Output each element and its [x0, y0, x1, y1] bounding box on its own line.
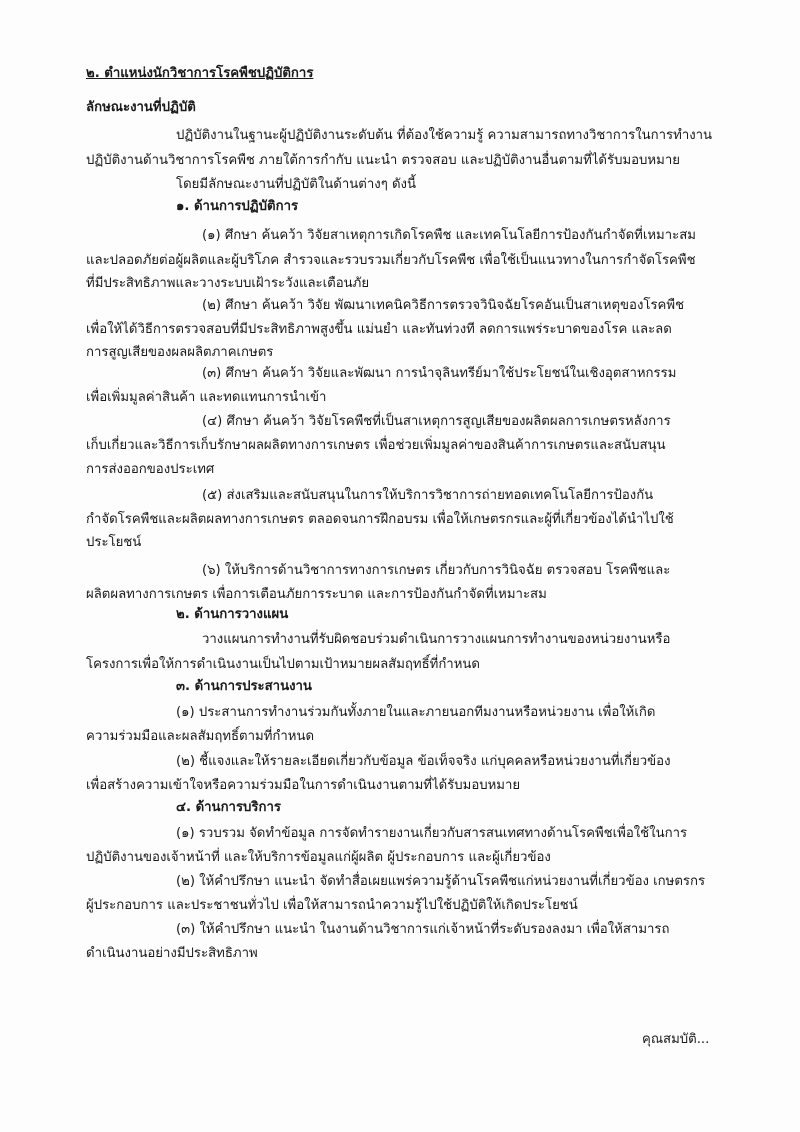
section-label: ลักษณะงานที่ปฏิบัติ	[86, 100, 196, 115]
item-line: (๑) รวบรวม จัดทำข้อมูล การจัดทำรายงานเกี่ยวกับสารสนเทศทางด้านโรคพืชเพื่อใช้ในการ	[176, 826, 688, 841]
item-line: การสูญเสียของผลผลิตภาคเกษตร	[86, 345, 274, 360]
intro-line: ปฏิบัติงานในฐานะผู้ปฏิบัติงานระดับต้น ที่ต้องใช้ความรู้ ความสามารถทางวิชาการในการทำงาน	[176, 128, 713, 143]
section-heading: ๔. ด้านการบริการ	[176, 800, 281, 815]
item-line: (๑) ประสานการทำงานร่วมกันทั้งภายในและภายนอกทีมงานหรือหน่วยงาน เพื่อให้เกิด	[176, 705, 656, 720]
item-line: เพื่อเพิ่มมูลค่าสินค้า และทดแทนการนำเข้า	[86, 390, 327, 405]
section-heading: ๒. ด้านการวางแผน	[176, 607, 289, 622]
item-line: (๒) ให้คำปรึกษา แนะนำ จัดทำสื่อเผยแพร่ความรู้ด้านโรคพืชแก่หน่วยงานที่เกี่ยวข้อง เกษตรกร	[176, 874, 706, 889]
item-line: ที่มีประสิทธิภาพและวางระบบเฝ้าระวังและเตือนภัย	[86, 276, 370, 291]
item-line: (๑) ศึกษา ค้นคว้า วิจัยสาเหตุการเกิดโรคพืช และเทคโนโลยีการป้องกันกำจัดที่เหมาะสม	[202, 228, 696, 243]
intro-line: โดยมีลักษณะงานที่ปฏิบัติในด้านต่างๆ ดังนี้	[176, 177, 416, 192]
item-line: การส่งออกของประเทศ	[86, 462, 215, 477]
item-line: (๓) ศึกษา ค้นคว้า วิจัยและพัฒนา การนำจุลินทรีย์มาใช้ประโยชน์ในเชิงอุตสาหกรรม	[202, 366, 677, 381]
item-line: ปฏิบัติงานของเจ้าหน้าที่ และให้บริการข้อมูลแก่ผู้ผลิต ผู้ประกอบการ และผู้เกี่ยวข้อง	[86, 850, 551, 865]
item-line: (๖) ให้บริการด้านวิชาการทางการเกษตร เกี่ยวกับการวินิจฉัย ตรวจสอบ โรคพืชและ	[202, 563, 671, 578]
item-line: ผลิตผลทางการเกษตร เพื่อการเตือนภัยการระบาด และการป้องกันกำจัดที่เหมาะสม	[86, 587, 547, 602]
item-line: (๒) ศึกษา ค้นคว้า วิจัย พัฒนาเทคนิควิธีการตรวจวินิจฉัยโรคอันเป็นสาเหตุของโรคพืช	[202, 298, 685, 313]
item-line: ประโยชน์	[86, 535, 142, 550]
item-line: เพื่อให้ได้วิธีการตรวจสอบที่มีประสิทธิภาพสูงขึ้น แม่นยำ และทันท่วงที ลดการแพร่ระบาดของโรค และลด	[86, 322, 672, 337]
section-heading: ๓. ด้านการประสานงาน	[176, 679, 312, 694]
intro-line: ปฏิบัติงานด้านวิชาการโรคพืช ภายใต้การกำกับ แนะนำ ตรวจสอบ และปฏิบัติงานอื่นตามที่ได้รับมอบหมาย	[86, 153, 680, 168]
item-line: กำจัดโรคพืชและผลิตผลทางการเกษตร ตลอดจนการฝึกอบรม เพื่อให้เกษตรกรและผู้ที่เกี่ยวข้องได้นำไปใช้	[86, 512, 674, 527]
item-line: และปลอดภัยต่อผู้ผลิตและผู้บริโภค สำรวจและรวบรวมเกี่ยวกับโรคพืช เพื่อใช้เป็นแนวทางในการกำจัดโรคพืช	[86, 253, 696, 268]
item-line: (๓) ให้คำปรึกษา แนะนำ ในงานด้านวิชาการแก่เจ้าหน้าที่ระดับรองลงมา เพื่อให้สามารถ	[176, 922, 670, 937]
item-line: วางแผนการทำงานที่รับผิดชอบร่วมดำเนินการวางแผนการทำงานของหน่วยงานหรือ	[202, 632, 671, 647]
item-line: (๒) ชี้แจงและให้รายละเอียดเกี่ยวกับข้อมูล ข้อเท็จจริง แก่บุคคลหรือหน่วยงานที่เกี่ยวข้อง	[176, 754, 671, 769]
section-heading: ๑. ด้านการปฏิบัติการ	[176, 199, 299, 214]
item-line: ดำเนินงานอย่างมีประสิทธิภาพ	[86, 946, 258, 961]
item-line: (๔) ศึกษา ค้นคว้า วิจัยโรคพืชที่เป็นสาเหตุการสูญเสียของผลิตผลการเกษตรหลังการ	[202, 414, 671, 429]
item-line: โครงการเพื่อให้การดำเนินงานเป็นไปตามเป้าหมายผลสัมฤทธิ์ที่กำหนด	[86, 657, 480, 672]
item-line: เก็บเกี่ยวและวิธีการเก็บรักษาผลผลิตทางการเกษตร เพื่อช่วยเพิ่มมูลค่าของสินค้าการเกษตรและสนับสนุน	[86, 438, 666, 453]
continuation-text: คุณสมบัติ...	[642, 1032, 710, 1047]
item-line: (๕) ส่งเสริมและสนับสนุนในการให้บริการวิชาการถ่ายทอดเทคโนโลยีการป้องกัน	[202, 488, 654, 503]
item-line: ผู้ประกอบการ และประชาชนทั่วไป เพื่อให้สามารถนำความรู้ไปใช้ปฏิบัติให้เกิดประโยชน์	[86, 898, 578, 913]
item-line: ความร่วมมือและผลสัมฤทธิ์ตามที่กำหนด	[86, 729, 315, 744]
document-title: ๒. ตำแหน่งนักวิชาการโรคพืชปฏิบัติการ	[86, 66, 314, 81]
item-line: เพื่อสร้างความเข้าใจหรือความร่วมมือในการดำเนินงานตามที่ได้รับมอบหมาย	[86, 778, 521, 793]
